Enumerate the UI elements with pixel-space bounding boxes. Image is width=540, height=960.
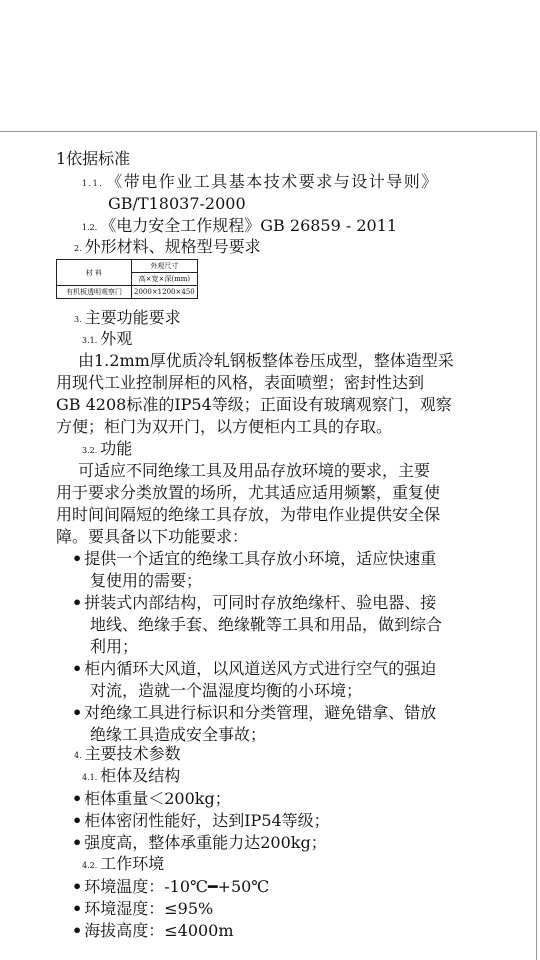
bullet-icon: •: [72, 921, 83, 940]
section-4-number: 4.: [74, 751, 82, 760]
section-3-number: 3.: [74, 315, 82, 324]
list-item: [72, 832, 327, 854]
section-3-1-text: 外观: [100, 329, 133, 348]
bullet-icon: •: [72, 789, 83, 808]
section-4-1-text: 柜体及结构: [100, 766, 181, 785]
section-1-1: [82, 172, 439, 194]
section-4-1-heading: [82, 766, 180, 788]
spec-header-size: 外观尺寸: [132, 260, 198, 273]
paragraph-line: 用时间间隔短的绝缘工具存放，为带电作业提供安全保: [56, 505, 441, 524]
section-3-text: 主要功能要求: [84, 308, 181, 327]
section-2-text: 外形材料、规格型号要求: [84, 237, 261, 256]
list-item: [72, 658, 436, 702]
section-1-2-text: 《电力安全工作规程》GB 26859 - 2011: [100, 216, 398, 235]
list-item: [72, 548, 436, 592]
spec-cell-material: 有机板透明观察门: [57, 286, 132, 299]
section-3-2-number: 3.2.: [82, 446, 98, 455]
list-item: [72, 876, 269, 898]
section-2-heading: [74, 237, 261, 259]
bullet-text: 海拔高度：≤4000m: [84, 921, 234, 940]
section-3-1-number: 3.1.: [82, 336, 98, 345]
section-3-2-text: 功能: [100, 439, 133, 458]
section-3-2-heading: [82, 439, 132, 461]
list-item: [72, 788, 231, 810]
section-3-heading: [74, 308, 181, 330]
bullet-text: 柜体重量＜200kg；: [84, 789, 231, 808]
section-1-1-text: 《带电作业工具基本技术要求与设计导则》: [106, 172, 439, 191]
list-item: [72, 702, 436, 746]
appearance-paragraph: [56, 350, 496, 438]
bullet-text: 对绝缘工具进行标识和分类管理，避免错拿、错放: [84, 703, 437, 722]
list-item: [72, 920, 234, 942]
bullet-icon: •: [72, 811, 83, 830]
section-4-heading: [74, 744, 181, 766]
section-1-1-code: GB/T18037-2000: [108, 194, 246, 213]
bullet-text: 强度高，整体承重能力达200kg；: [84, 833, 327, 852]
section-4-2-text: 工作环境: [100, 854, 165, 873]
function-paragraph: [56, 460, 496, 548]
bullet-icon: •: [72, 593, 83, 612]
bullet-text: 柜体密闭性能好，达到IP54等级；: [84, 811, 330, 830]
paragraph-line: 可适应不同绝缘工具及用品存放环境的要求，主要: [78, 461, 431, 480]
bullet-text-continued: 绝缘工具造成安全事故；: [90, 725, 267, 744]
bullet-text: 环境湿度：≤95%: [84, 899, 214, 918]
bullet-text: 提供一个适宜的绝缘工具存放小环境，适应快速重: [84, 549, 437, 568]
section-1-heading: 1依据标准: [56, 149, 131, 168]
bullet-text-continued: 对流，造就一个温湿度均衡的小环境；: [90, 681, 363, 700]
list-item: [72, 898, 213, 920]
bullet-icon: •: [72, 703, 83, 722]
section-4-2-heading: [82, 854, 164, 876]
section-1-2: [82, 216, 397, 238]
bullet-icon: •: [72, 833, 83, 852]
section-4-2-number: 4.2.: [82, 861, 98, 870]
section-2-number: 2.: [74, 244, 82, 253]
spec-header-dims: 高×宽×深(mm): [132, 273, 198, 286]
bullet-icon: •: [72, 877, 83, 896]
bullet-icon: •: [72, 659, 83, 678]
bullet-text: 拼装式内部结构，可同时存放绝缘杆、验电器、接: [84, 593, 437, 612]
table-row: [57, 286, 198, 299]
paragraph-line: 方便；柜门为双开门，以方便柜内工具的存取。: [56, 417, 393, 436]
document-page: [0, 131, 537, 960]
bullet-text: 柜内循环大风道，以风道送风方式进行空气的强迫: [84, 659, 437, 678]
list-item: [72, 592, 442, 658]
bullet-text-continued: 地线、绝缘手套、绝缘靴等工具和用品，做到综合: [90, 615, 443, 634]
section-1-1-number: 1.1.: [82, 179, 104, 188]
paragraph-line: 障。要具备以下功能要求：: [56, 527, 249, 546]
bullet-icon: •: [72, 549, 83, 568]
spec-table: [56, 259, 198, 299]
section-3-1-heading: [82, 329, 132, 351]
spec-header-material: 材 料: [57, 260, 132, 286]
paragraph-line: 用于要求分类放置的场所，尤其适应适用频繁，重复使: [56, 483, 441, 502]
paragraph-line: 由1.2mm厚优质冷轧钢板整体卷压成型，整体造型采: [78, 351, 454, 370]
bullet-text-continued: 复使用的需要；: [90, 571, 203, 590]
paragraph-line: 用现代工业控制屏柜的风格，表面喷塑；密封性达到: [56, 373, 425, 392]
paragraph-line: GB 4208标准的IP54等级；正面设有玻璃观察门，观察: [56, 395, 452, 414]
bullet-text: 环境温度：-10℃━+50℃: [84, 877, 270, 896]
section-4-text: 主要技术参数: [84, 744, 181, 763]
section-1-2-number: 1.2.: [82, 223, 98, 232]
section-4-1-number: 4.1.: [82, 773, 98, 782]
spec-table-header-row: [57, 260, 198, 273]
bullet-icon: •: [72, 899, 83, 918]
bullet-text-continued: 利用；: [90, 637, 139, 656]
list-item: [72, 810, 330, 832]
spec-cell-size: 2000×1200×450: [132, 286, 198, 299]
